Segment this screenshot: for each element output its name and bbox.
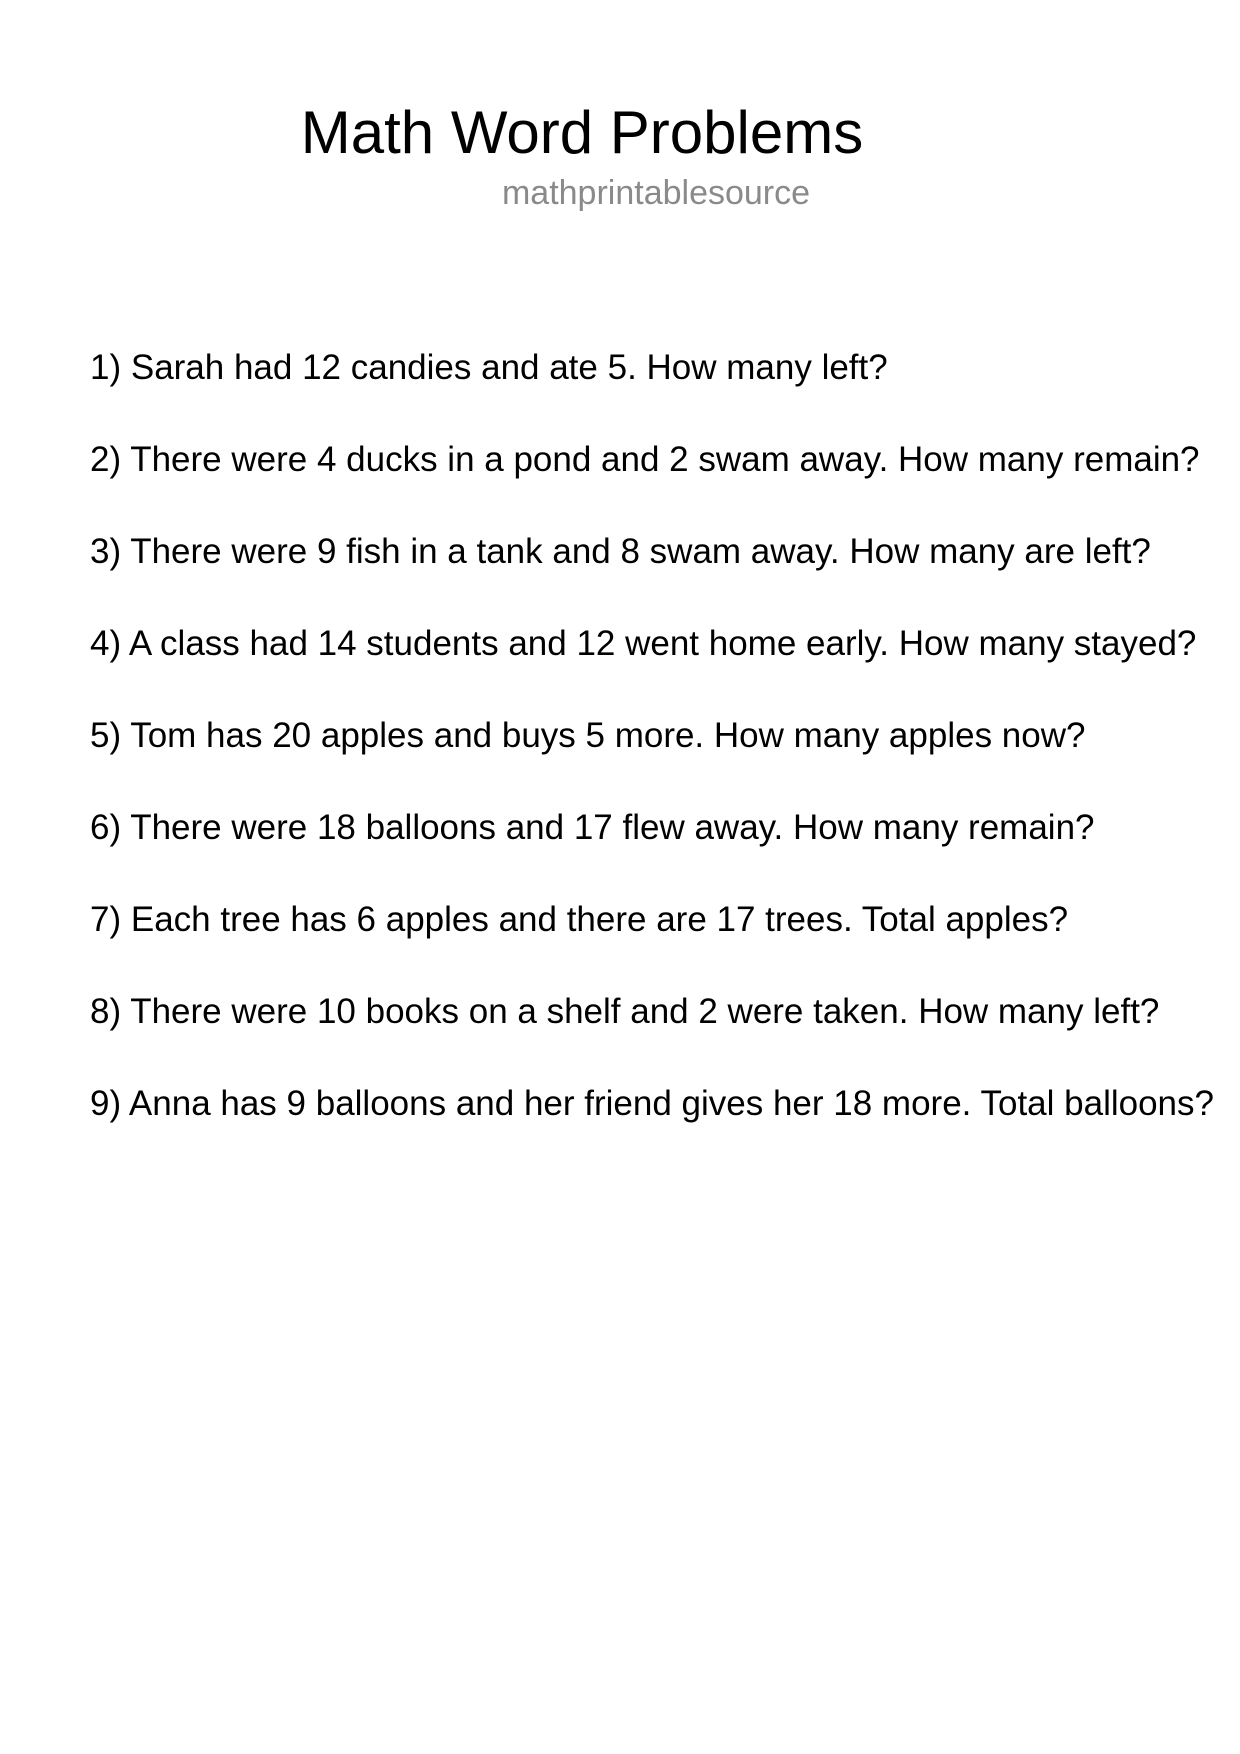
problem-item-6: 6) There were 18 balloons and 17 flew away. How many remain? (90, 808, 1095, 847)
problem-item-2: 2) There were 4 ducks in a pond and 2 swam away. How many remain? (90, 440, 1200, 479)
page-title: Math Word Problems (300, 99, 864, 166)
worksheet-header (0, 99, 1240, 212)
problem-item-5: 5) Tom has 20 apples and buys 5 more. How many apples now? (90, 716, 1086, 755)
problem-item-3: 3) There were 9 fish in a tank and 8 swam away. How many are left? (90, 532, 1151, 571)
subtitle-brand: mathprintablesource (501, 174, 811, 212)
problem-item-8: 8) There were 10 books on a shelf and 2 were taken. How many left? (90, 992, 1160, 1031)
problem-item-4: 4) A class had 14 students and 12 went home early. How many stayed? (90, 624, 1197, 663)
problems-list (0, 350, 1240, 1121)
problem-item-1: 1) Sarah had 12 candies and ate 5. How many left? (90, 348, 888, 387)
problem-item-9: 9) Anna has 9 balloons and her friend gives her 18 more. Total balloons? (90, 1084, 1214, 1123)
problem-item-7: 7) Each tree has 6 apples and there are 17 trees. Total apples? (90, 900, 1069, 939)
